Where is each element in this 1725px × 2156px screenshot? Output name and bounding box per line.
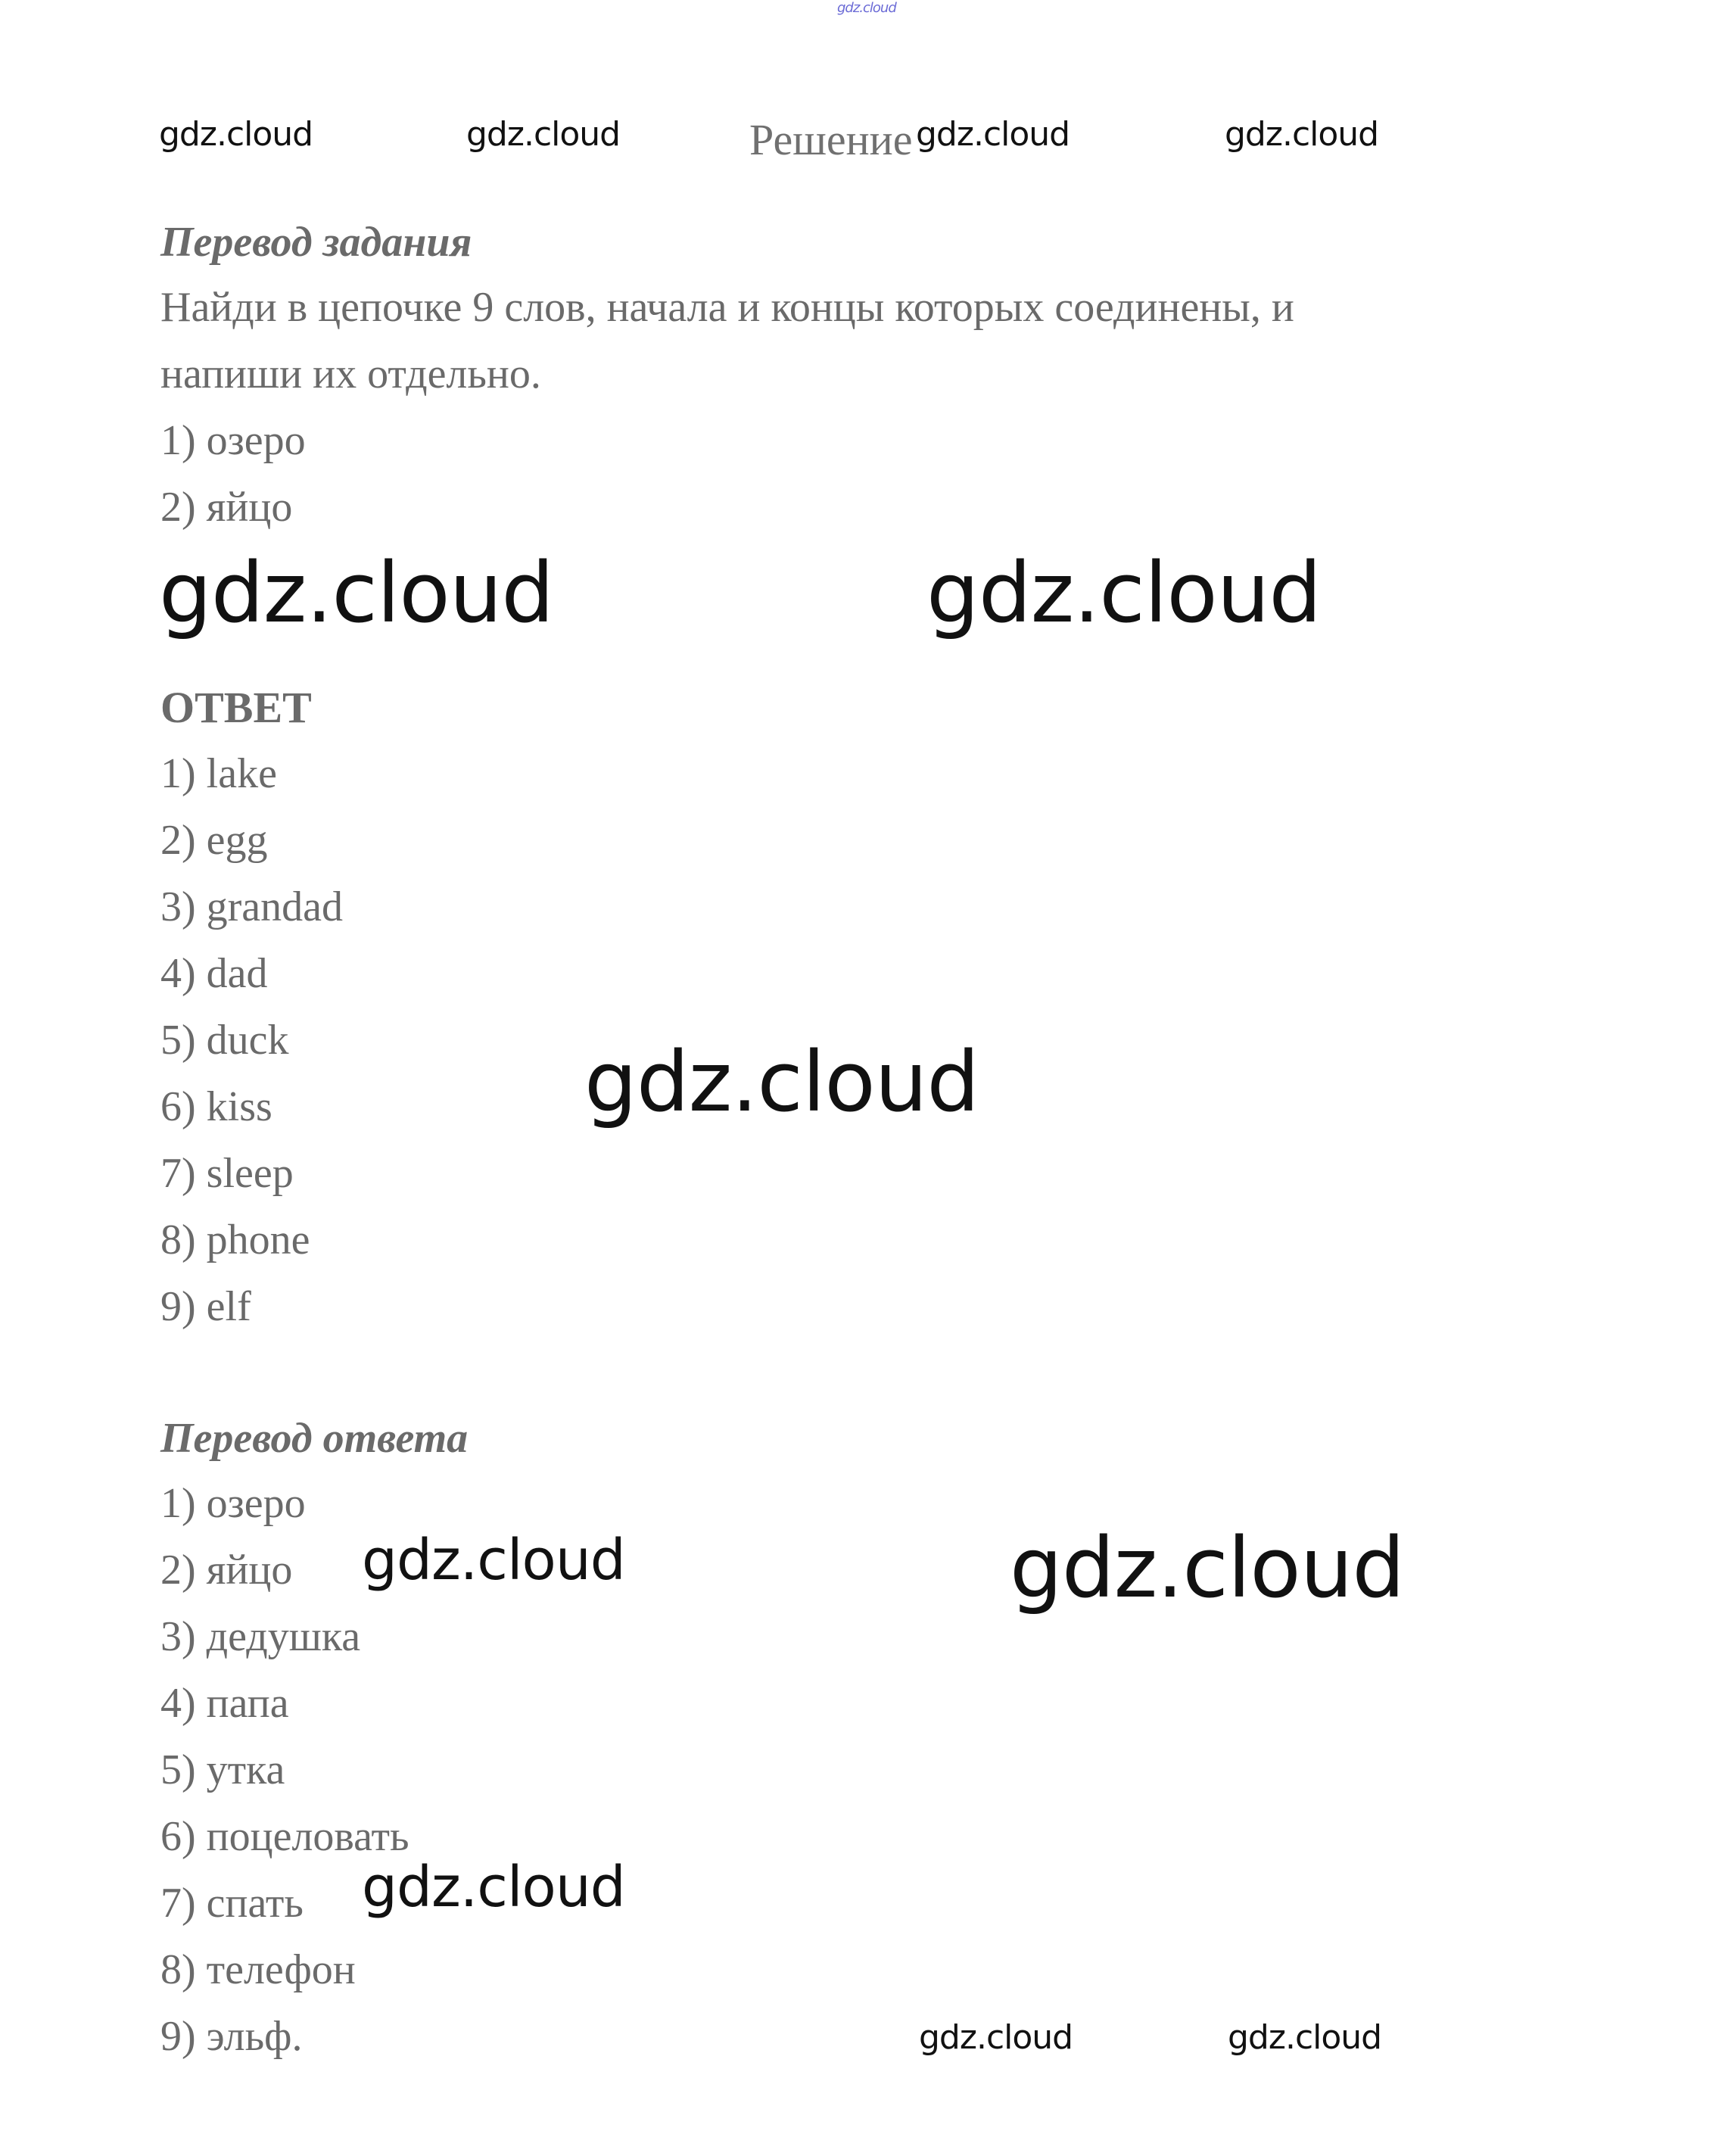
answer-item: 8) phone <box>160 1217 310 1263</box>
task-instruction-line-2: напиши их отдельно. <box>160 351 541 397</box>
translation-item: 1) озеро <box>160 1480 306 1527</box>
translation-item: 4) папа <box>160 1680 289 1727</box>
watermark-header-1: gdz.cloud <box>159 115 313 154</box>
translation-item: 6) поцеловать <box>160 1813 409 1860</box>
watermark-medium-1: gdz.cloud <box>362 1528 625 1593</box>
answer-item: 3) grandad <box>160 883 344 930</box>
watermark-large-3: gdz.cloud <box>1010 1519 1405 1616</box>
watermark-large-2: gdz.cloud <box>926 544 1322 641</box>
task-instruction-line-1: Найди в цепочке 9 слов, начала и концы которых соединены, и <box>160 284 1294 331</box>
answer-item: 7) sleep <box>160 1150 294 1197</box>
translation-item: 2) яйцо <box>160 1547 293 1594</box>
page-title: Решение <box>749 115 913 164</box>
watermark-large-1: gdz.cloud <box>159 544 554 641</box>
task-example-1: 1) озеро <box>160 417 306 464</box>
answer-item: 9) elf <box>160 1283 251 1330</box>
translation-item: 9) эльф. <box>160 2013 303 2060</box>
answer-item: 6) kiss <box>160 1083 272 1130</box>
answer-item: 5) duck <box>160 1017 289 1064</box>
watermark-large-center: gdz.cloud <box>584 1033 979 1130</box>
watermark-header-2: gdz.cloud <box>466 115 621 154</box>
translation-item: 5) утка <box>160 1746 285 1793</box>
answer-heading: ОТВЕТ <box>160 683 312 732</box>
watermark-tiny: gdz.cloud <box>837 0 896 16</box>
translation-item: 3) дедушка <box>160 1613 361 1660</box>
translation-item: 8) телефон <box>160 1946 356 1993</box>
watermark-footer-2: gdz.cloud <box>1228 2018 1382 2057</box>
task-example-2: 2) яйцо <box>160 484 293 531</box>
answer-item: 2) egg <box>160 817 268 864</box>
translation-heading: Перевод ответа <box>160 1415 469 1462</box>
watermark-header-4: gdz.cloud <box>1225 115 1379 154</box>
translation-item: 7) спать <box>160 1880 304 1927</box>
watermark-medium-2: gdz.cloud <box>362 1855 625 1920</box>
watermark-footer-1: gdz.cloud <box>919 2018 1073 2057</box>
task-heading: Перевод задания <box>160 219 472 266</box>
answer-item: 4) dad <box>160 950 268 997</box>
answer-item: 1) lake <box>160 750 277 797</box>
watermark-header-3: gdz.cloud <box>916 115 1070 154</box>
